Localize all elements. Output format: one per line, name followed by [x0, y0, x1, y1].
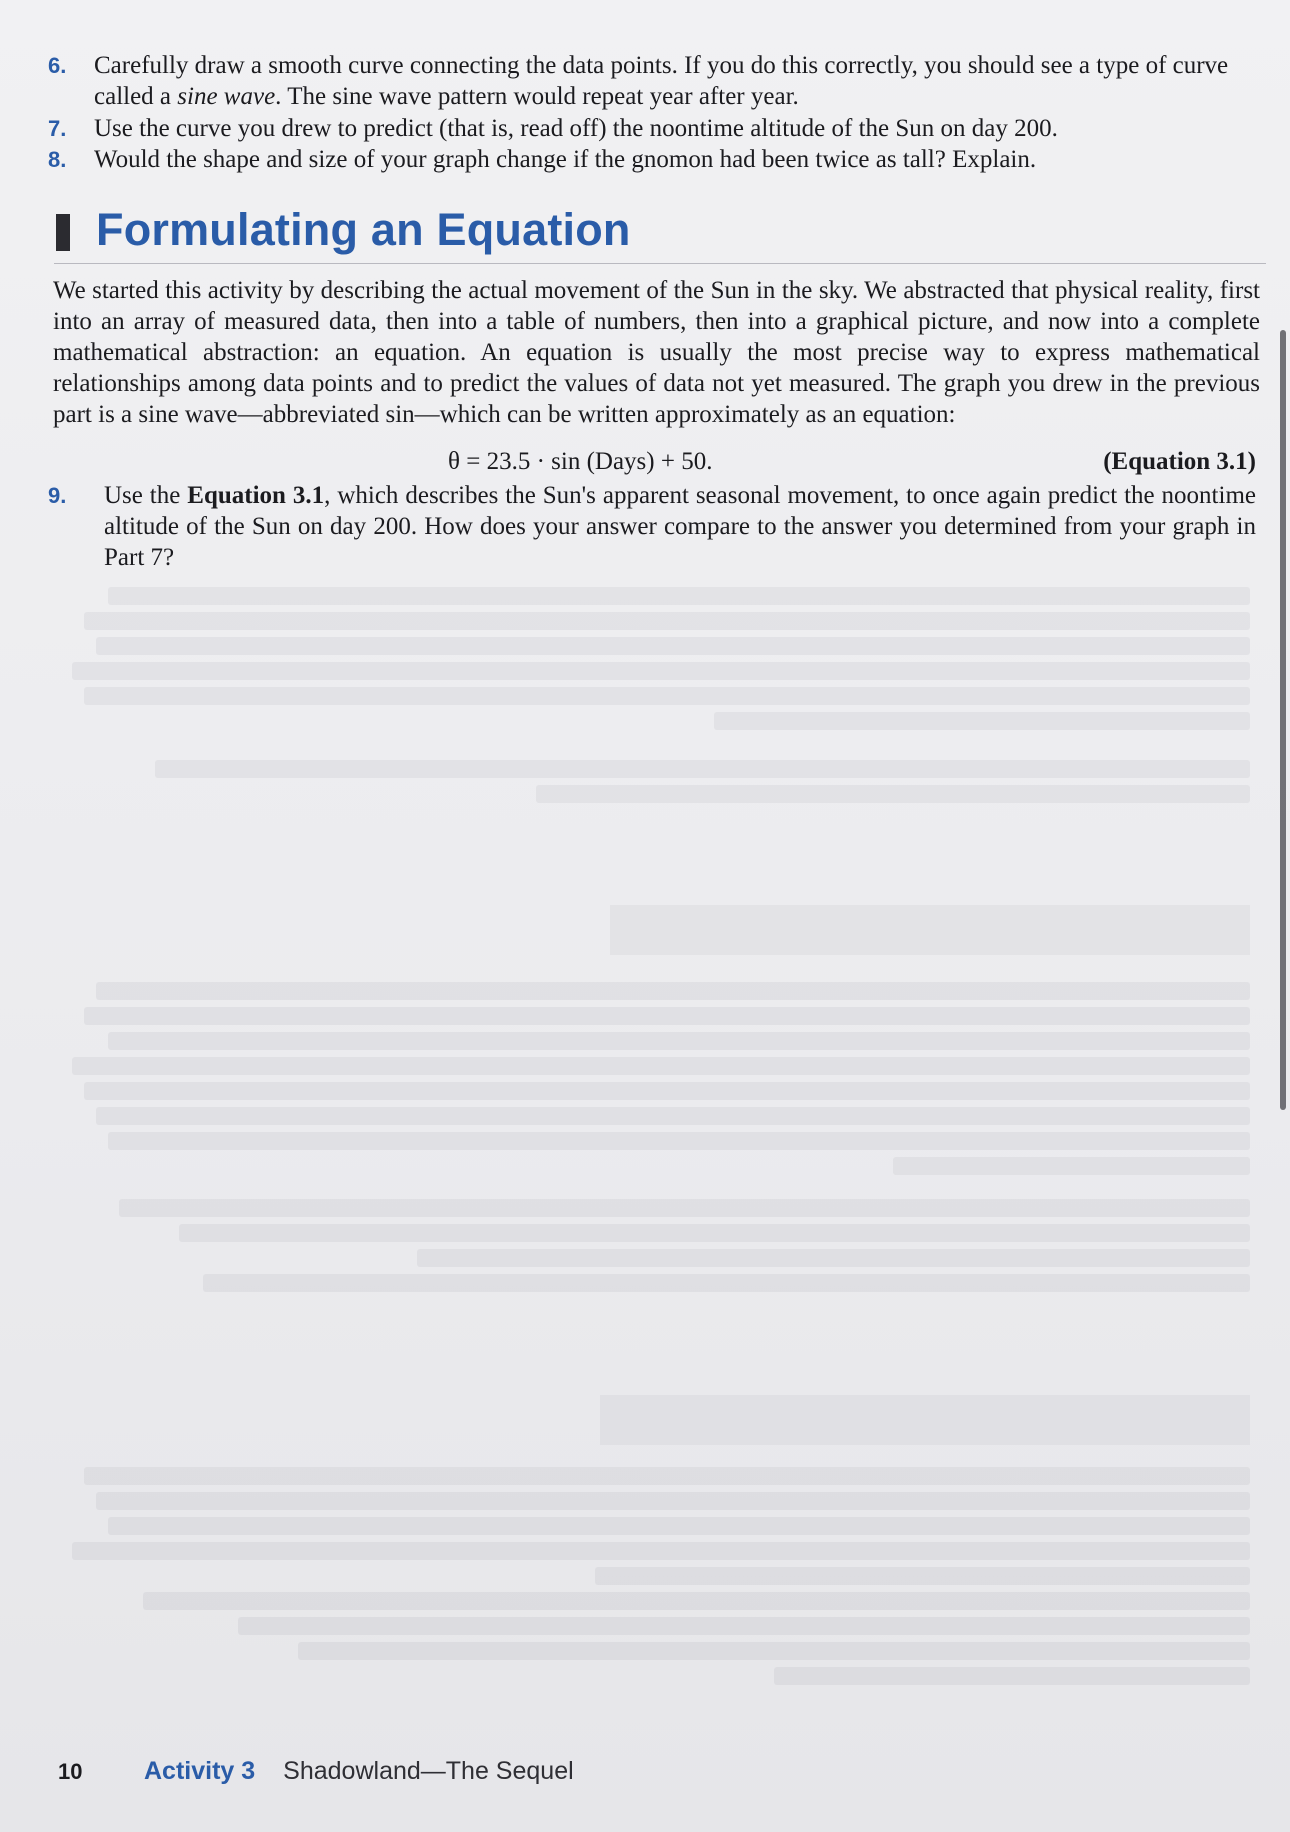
equation: θ = 23.5 · sin (Days) + 50. [448, 448, 713, 475]
section-title: Formulating an Equation [96, 204, 631, 255]
bleed-through-text [60, 975, 1250, 1299]
question-7 [48, 113, 1256, 144]
footer-activity: Activity 3 [144, 1757, 256, 1785]
bleed-through-heading [600, 1395, 1250, 1445]
question-number: 6. [48, 53, 67, 78]
question-number: 7. [48, 116, 67, 141]
equation-label: (Equation 3.1) [1103, 448, 1256, 475]
question-text: Use the Equation 3.1, which describes the Sun's apparent seasonal movement, to once again predict the noontime altitude of the Sun on day 200. How does your answer compare to the answer you determined from your graph in Part 7? [104, 482, 1256, 571]
page-edge-shadow [1280, 330, 1286, 1110]
question-text: Use the curve you drew to predict (that is, read off) the noontime altitude of the Sun on day 200. [94, 115, 1058, 142]
section-divider [54, 263, 1266, 264]
section-marker [56, 214, 70, 251]
question-number: 9. [48, 483, 67, 508]
page-footer [58, 1757, 574, 1786]
question-number: 8. [48, 147, 67, 172]
bleed-through-heading [610, 905, 1250, 955]
question-8 [48, 144, 1256, 175]
question-text: Carefully draw a smooth curve connecting the data points. If you do this correctly, you should see a type of curve called a sine wave. The sine wave pattern would repeat year after year. [94, 52, 1229, 110]
question-text: Would the shape and size of your graph change if the gnomon had been twice as tall? Explain. [94, 146, 1037, 173]
footer-subtitle: Shadowland—The Sequel [283, 1757, 574, 1785]
bleed-through-text [60, 580, 1250, 810]
page-number: 10 [58, 1759, 83, 1784]
question-9 [48, 480, 1256, 573]
question-6 [48, 50, 1256, 112]
section-intro-paragraph: We started this activity by describing the actual movement of the Sun in the sky. We abstracted that physical reality, first into an array of measured data, then into a table of numbers, then into a graphical picture, and now into a complete mathematical abstraction: an equation. An equation is usually the most precise way to express mathematical relationships among data points and to predict the values of data not yet measured. The graph you drew in the previous part is a sine wave—abbreviated sin—which can be written approximately as an equation: [53, 277, 1260, 428]
bleed-through-text [60, 1460, 1250, 1692]
